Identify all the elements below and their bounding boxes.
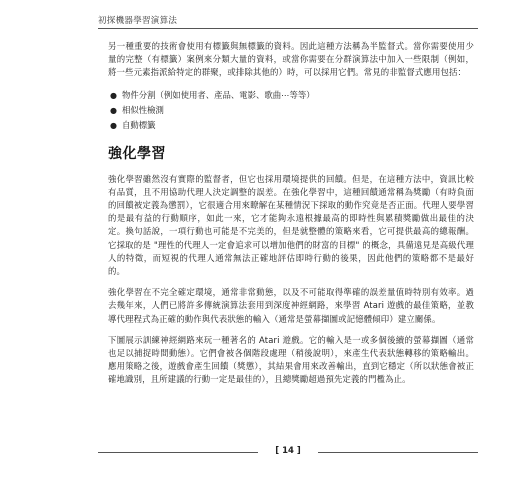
page-footer [98,446,478,458]
paragraph-atari: 下圖展示訓練神經網路來玩一種著名的 Atari 遊戲。它的輸入是一或多個後續的螢幕擷圖（通常也足以捕捉時間動態）。它們會被各個階段處理（稍後說明），來產生代表狀態轉移的策略輸出。應用策略之後，遊戲會產生回饋（獎懲），其結果會用來改善輸出，直到它穩定（所以狀態會被正確地識別，且所建議的行動一定是最佳的），且總獎勵超過預先定義的門檻為止。 [108,334,474,385]
paragraph-semi-supervised: 另一種重要的技術會使用有標籤與無標籤的資料。因此這種方法稱為半監督式。當你需要使用少量的完整（有標籤）案例來分類大量的資料，或當你需要在分群演算法中加入一些限制（例如，將一些元素指派給特定的群聚，或排除其他的）時，可以採用它們。常見的非監督式應用包括： [108,41,474,78]
list-item: ● 相似性檢測 [120,103,474,118]
page-number: [ 14 ] [275,446,301,456]
bullet-icon: ● [110,105,117,115]
running-head: 初探機器學習演算法 [98,16,178,26]
bullet-icon: ● [110,120,117,130]
list-item: ● 物件分割（例如使用者、產品、電影、歌曲⋯等等） [120,88,474,103]
footer-rule-right [318,452,478,453]
paragraph-rl-efficiency: 強化學習在不完全確定環境，通常非常動態，以及不可能取得準確的誤差量值時特別有效率。過去幾年來，人們已將許多傳統演算法套用到深度神經網路，來學習 Atari 遊戲的最佳策略，並教導代理程式為正確的動作與代表狀態的輸入（通常是螢幕擷圖或記憶體傾印）建立關係。 [108,287,474,324]
section-heading: 強化學習 [108,145,166,162]
bullet-list [108,88,474,133]
paragraph-rl-intro: 強化學習雖然沒有實際的監督者，但它也採用環境提供的回饋。但是，在這種方法中，資訊比較有品質，且不用協助代理人決定調整的誤差。在強化學習中，這種回饋通常稱為獎勵（有時負面的回饋被定義為懲罰），它很適合用來瞭解在某種情況下採取的動作究竟是否正面。代理人要學習的是最有益的行動順序，如此一來，它才能夠永遠根據最高的即時性與累積獎勵做出最佳的決定。換句話說，一項行動也可能是不完美的，但是就整體的策略來看，它可提供最高的總報酬。它採取的是 "理性的代理人一定會追求可以增加他們的財富的目標" 的概念，具備遠見是高級代理人的特徵，而短視的代理人通常無法正確地評估即時行動的後果，因此他們的策略都不是最好的。 [108,173,474,277]
bullet-icon: ● [110,90,117,100]
footer-rule-left [98,452,258,453]
page-body [108,40,474,395]
header-rule [98,28,478,29]
list-item: ● 自動標籤 [120,118,474,133]
